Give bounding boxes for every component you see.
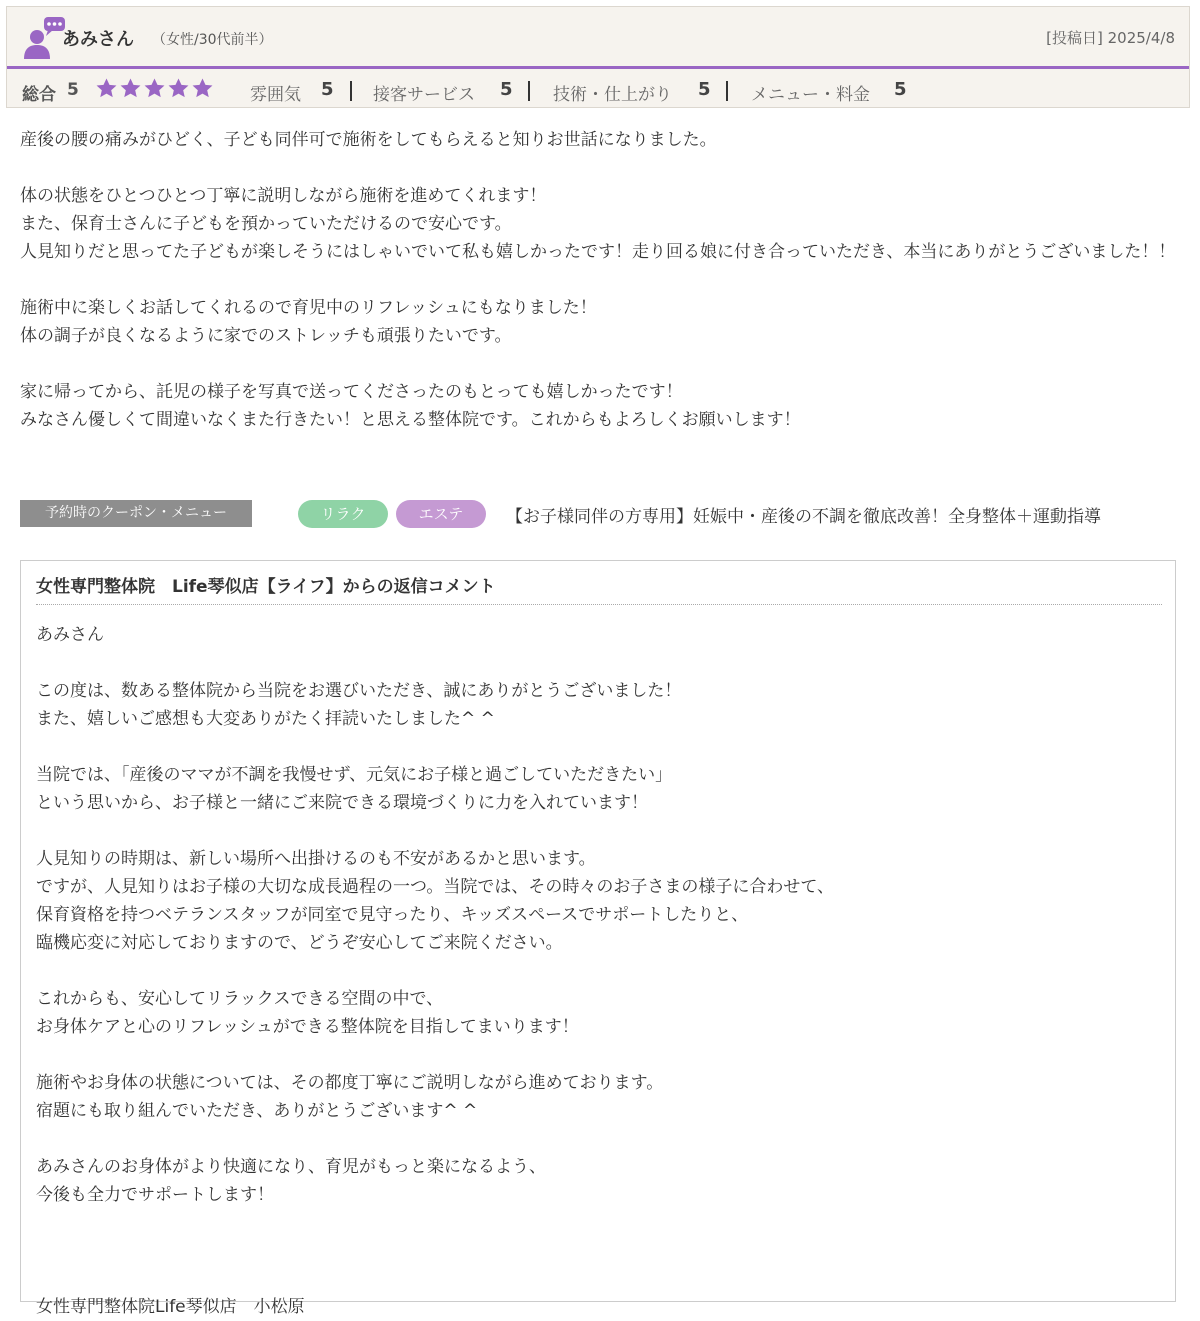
rating-score-technique: 5 bbox=[698, 79, 711, 100]
rating-separator bbox=[350, 81, 352, 101]
rating-score-menu-price: 5 bbox=[894, 79, 907, 100]
paragraph-spacer bbox=[36, 1041, 1162, 1069]
reviewer-info bbox=[7, 7, 1189, 67]
reply-paragraph: これからも、安心してリラックスできる空間の中で、 お身体ケアと心のリフレッシュができる整体院を目指してまいります！ bbox=[36, 989, 579, 1037]
rating-score-service: 5 bbox=[500, 79, 513, 100]
reviewer-attributes: （女性/30代前半） bbox=[152, 32, 273, 48]
paragraph-spacer bbox=[20, 266, 1180, 294]
paragraph-spacer bbox=[36, 1237, 1162, 1265]
star-icon bbox=[95, 77, 118, 100]
rating-separator bbox=[528, 81, 530, 101]
reply-paragraph: 人見知りの時期は、新しい場所へ出掛けるのも不安があるかと思います。 ですが、人見知りはお子様の大切な成長過程の一つ。当院では、その時々のお子さまの様子に合わせて、 保育資格を持つベテランスタッフが同室で見守ったり、キッズスペースでサポートしたりと、 臨機応変に対応しておりますので、どうぞ安心してご来院ください。 bbox=[36, 849, 834, 953]
reply-paragraph: あみさん bbox=[36, 625, 104, 645]
reply-paragraph: あみさんのお身体がより快適になり、育児がもっと楽になるよう、 今後も全力でサポートします！ bbox=[36, 1157, 546, 1205]
review-paragraph: 体の状態をひとつひとつ丁寧に説明しながら施術を進めてくれます！ また、保育士さんに子どもを預かっていただけるので安心です。 人見知りだと思ってた子どもが楽しそうにはしゃいでいて私も嬉しかったです！走り回る娘に付き合っていただき、本当にありがとうございました！！ bbox=[20, 186, 1176, 262]
paragraph-spacer bbox=[36, 817, 1162, 845]
paragraph-spacer bbox=[36, 957, 1162, 985]
overall-rating-score: 5 bbox=[67, 80, 79, 100]
star-rating bbox=[95, 77, 215, 101]
reply-paragraph: 施術やお身体の状態については、その都度丁寧にご説明しながら進めております。 宿題にも取り組んでいただき、ありがとうございます^ ^ bbox=[36, 1073, 664, 1121]
overall-rating-label: 総合 bbox=[22, 85, 56, 105]
review-text bbox=[20, 126, 1180, 434]
paragraph-spacer bbox=[36, 1125, 1162, 1153]
review-paragraph: 産後の腰の痛みがひどく、子ども同伴可で施術をしてもらえると知りお世話になりました。 bbox=[20, 130, 717, 150]
reply-signature: 女性専門整体院Life琴似店 小松原 bbox=[36, 1297, 305, 1317]
paragraph-spacer bbox=[36, 733, 1162, 761]
ratings-bar bbox=[7, 69, 1189, 109]
reply-text bbox=[36, 621, 1162, 1321]
review-paragraph: 家に帰ってから、託児の様子を写真で送ってくださったのもとっても嬉しかったです！ みなさん優しくて間違いなくまた行きたい！と思える整体院です。これからもよろしくお願いします！ bbox=[20, 382, 801, 430]
paragraph-spacer bbox=[36, 1209, 1162, 1237]
reply-paragraph: この度は、数ある整体院から当院をお選びいただき、誠にありがとうございました！ また、嬉しいご感想も大変ありがたく拝読いたしました^ ^ bbox=[36, 681, 682, 729]
rating-label-service: 接客サービス bbox=[373, 85, 475, 105]
paragraph-spacer bbox=[20, 154, 1180, 182]
rating-separator bbox=[726, 81, 728, 101]
rating-label-atmosphere: 雰囲気 bbox=[250, 85, 301, 105]
star-icon bbox=[191, 77, 214, 100]
reviewer-name: あみさん bbox=[62, 29, 134, 50]
reply-title: 女性専門整体院 Life琴似店【ライフ】からの返信コメント bbox=[36, 577, 496, 597]
review-paragraph: 施術中に楽しくお話してくれるので育児中のリフレッシュにもなりました！ 体の調子が良くなるように家でのストレッチも頑張りたいです。 bbox=[20, 298, 597, 346]
paragraph-spacer bbox=[36, 1265, 1162, 1293]
star-icon bbox=[119, 77, 142, 100]
rating-label-technique: 技術・仕上がり bbox=[553, 85, 672, 105]
star-icon bbox=[143, 77, 166, 100]
star-icon bbox=[167, 77, 190, 100]
paragraph-spacer bbox=[36, 649, 1162, 677]
rating-label-menu-price: メニュー・料金 bbox=[751, 85, 870, 105]
coupon-menu-label: 予約時のクーポン・メニュー bbox=[20, 500, 252, 527]
reply-paragraph: 当院では、「産後のママが不調を我慢せず、元気にお子様と過ごしていただきたい」 という思いから、お子様と一緒にご来院できる環境づくりに力を入れています！ bbox=[36, 765, 673, 813]
coupon-title-link[interactable]: 【お子様同伴の方専用】妊娠中・産後の不調を徹底改善！全身整体＋運動指導 bbox=[506, 507, 1101, 527]
category-tag-relax[interactable]: リラク bbox=[298, 500, 388, 528]
post-date: [投稿日] 2025/4/8 bbox=[1046, 29, 1175, 47]
reply-comment-box bbox=[20, 560, 1176, 1317]
paragraph-spacer bbox=[20, 350, 1180, 378]
review-header bbox=[6, 6, 1190, 108]
rating-score-atmosphere: 5 bbox=[321, 79, 334, 100]
reply-divider bbox=[36, 604, 1162, 605]
category-tag-esthe[interactable]: エステ bbox=[396, 500, 486, 528]
